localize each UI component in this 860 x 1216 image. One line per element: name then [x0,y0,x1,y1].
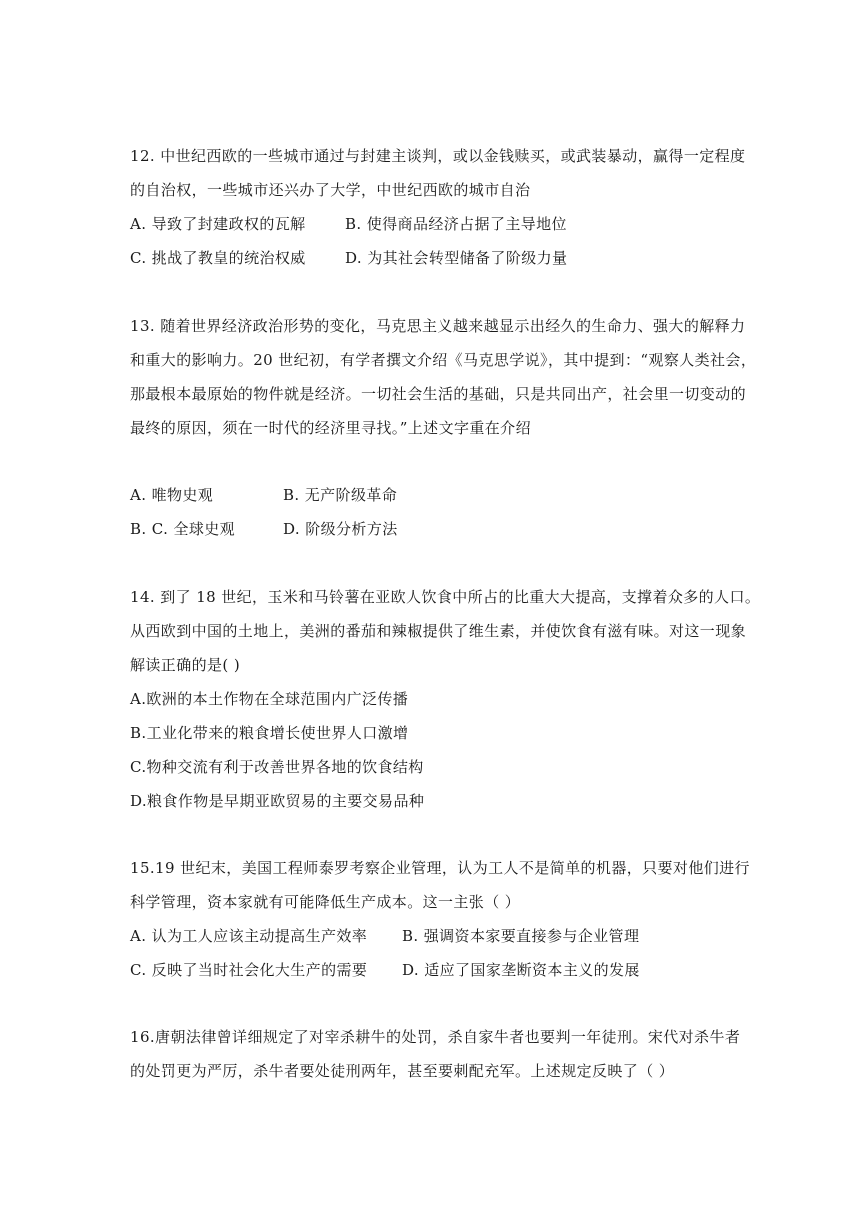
q12-option-c: C. 挑战了教皇的统治权威 [130,249,306,267]
q13-option-a: A. 唯物史观 [130,486,214,504]
q13-option-d: D. 阶级分析方法 [283,520,398,538]
q14-stem-line-3: 解读正确的是( ) [130,656,241,674]
q15-option-d: D. 适应了国家垄断资本主义的发展 [402,961,640,979]
q13-stem-line-4: 最终的原因，须在一时代的经济里寻找。”上述文字重在介绍 [130,419,531,437]
q16-stem-line-2: 的处罚更为严厉，杀牛者要处徒刑两年，甚至要刺配充军。上述规定反映了（ ） [130,1062,675,1080]
q14-option-a: A.欧洲的本土作物在全球范围内广泛传播 [130,690,409,708]
q14-stem-line-1: 14. 到了 18 世纪，玉米和马铃薯在亚欧人饮食中所占的比重大大提高，支撑着众多的人口。 [130,588,761,606]
q15-stem-line-1: 15.19 世纪末，美国工程师泰罗考察企业管理，认为工人不是简单的机器，只要对他们进行 [130,859,750,877]
q14-stem-line-2: 从西欧到中国的土地上，美洲的番茄和辣椒提供了维生素，并使饮食有滋有味。对这一现象 [130,622,747,640]
q15-option-a: A. 认为工人应该主动提高生产效率 [130,927,368,945]
q15-stem-line-2: 科学管理，资本家就有可能降低生产成本。这一主张（ ） [130,893,521,911]
q12-stem-line-1: 12. 中世纪西欧的一些城市通过与封建主谈判，或以金钱赎买，或武装暴动，赢得一定程度 [130,147,746,165]
q13-option-c: B. C. 全球史观 [130,520,236,538]
q14-option-b: B.工业化带来的粮食增长使世界人口激增 [130,724,409,742]
q12-option-a: A. 导致了封建政权的瓦解 [130,215,306,233]
q13-stem-line-2: 和重大的影响力。20 世纪初，有学者撰文介绍《马克思学说》，其中提到：“观察人类社会， [130,351,757,369]
q15-option-c: C. 反映了当时社会化大生产的需要 [130,961,368,979]
q14-option-c: C.物种交流有利于改善世界各地的饮食结构 [130,758,424,776]
q13-stem-line-1: 13. 随着世界经济政治形势的变化，马克思主义越来越显示出经久的生命力、强大的解释力 [130,317,746,335]
q14-option-d: D.粮食作物是早期亚欧贸易的主要交易品种 [130,792,425,810]
q15-option-b: B. 强调资本家要直接参与企业管理 [402,927,640,945]
q12-option-d: D. 为其社会转型储备了阶级力量 [345,249,568,267]
q16-stem-line-1: 16.唐朝法律曾详细规定了对宰杀耕牛的处罚，杀自家牛者也要判一年徒刑。宋代对杀牛者 [130,1028,741,1046]
q12-option-b: B. 使得商品经济占据了主导地位 [345,215,567,233]
q13-option-b: B. 无产阶级革命 [283,486,398,504]
q12-stem-line-2: 的自治权，一些城市还兴办了大学，中世纪西欧的城市自治 [130,181,531,199]
q13-stem-line-3: 那最根本最原始的物件就是经济。一切社会生活的基础，只是共同出产，社会里一切变动的 [130,385,747,403]
